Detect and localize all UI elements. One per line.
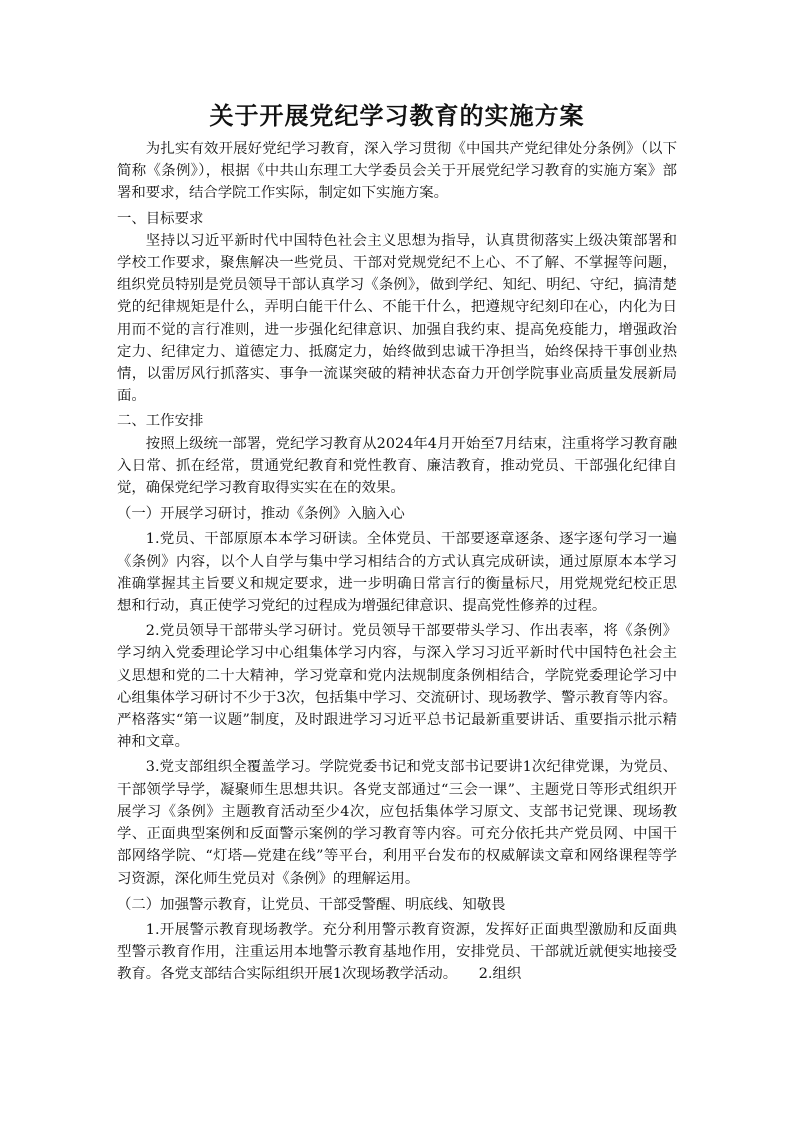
study-item-3: 3.党支部组织全覆盖学习。学院党委书记和党支部书记要讲1次纪律党课，为党员、干部领学导学，凝聚师生思想共识。各党支部通过“三会一课”、主题党日等形式组织开展学习《条例》主题教育活动至少4次，应包括集体学习原文、支部书记党课、现场教学、正面典型案例和反面警示案例的学习教育等内容。可充分依托共产党员网、中国干部网络学院、“灯塔—党建在线”等平台，利用平台发布的权威解读文章和网络课程等学习资源，深化师生党员对《条例》的理解运用。 <box>117 759 677 887</box>
study-item-2: 2.党员领导干部带头学习研讨。党员领导干部要带头学习、作出表率，将《条例》学习纳入党委理论学习中心组集体学习内容，与深入学习习近平新时代中国特色社会主义思想和党的二十大精神，学习党章和党内法规制度条例相结合，学院党委理论学习中心组集体学习研讨不少于3次，包括集中学习、交流研讨、现场教学、警示教育等内容。严格落实“第一议题”制度，及时跟进学习习近平总书记最新重要讲话、重要指示批示精神和文章。 <box>117 623 677 751</box>
arrangements-paragraph: 按照上级统一部署，党纪学习教育从2024年4月开始至7月结束，注重将学习教育融入日常、抓在经常，贯通党纪教育和党性教育、廉洁教育，推动党员、干部强化纪律自觉，确保党纪学习教育取得实实在在的效果。 <box>117 435 677 497</box>
study-item-1: 1.党员、干部原原本本学习研读。全体党员、干部要逐章逐条、逐字逐句学习一遍《条例》内容，以个人自学与集中学习相结合的方式认真完成研读，通过原原本本学习准确掌握其主旨要义和规定要求，进一步明确日常言行的衡量标尺，用党规党纪校正思想和行动，真正使学习党纪的过程成为增强纪律意识、提高党性修养的过程。 <box>117 531 677 615</box>
subsection-heading-study: （一）开展学习研讨，推动《条例》入脑入心 <box>117 506 405 523</box>
goals-paragraph: 坚持以习近平新时代中国特色社会主义思想为指导，认真贯彻落实上级决策部署和学校工作要求，聚焦解决一些党员、干部对党规党纪不上心、不了解、不掌握等问题，组织党员特别是党员领导干部认真学习《条例》，做到学纪、知纪、明纪、守纪，搞清楚党的纪律规矩是什么，弄明白能干什么、不能干什么，把遵规守纪刻印在心，内化为日用而不觉的言行准则，进一步强化纪律意识、加强自我约束、提高免疫能力，增强政治定力、纪律定力、道德定力、抵腐定力，始终做到忠诚干净担当，始终保持干事创业热情，以雷厉风行抓落实、事争一流谋突破的精神状态奋力开创学院事业高质量发展新局面。 <box>117 232 677 405</box>
section-heading-arrangements: 二、工作安排 <box>117 413 204 430</box>
subsection-heading-warning: （二）加强警示教育，让党员、干部受警醒、明底线、知敬畏 <box>117 896 506 913</box>
warning-item-1: 1.开展警示教育现场教学。充分利用警示教育资源，发挥好正面典型激励和反面典型警示教育作用，注重运用本地警示教育基地作用，安排党员、干部就近就便实地接受教育。各党支部结合实际组织开展1次现场教学活动。 2.组织 <box>117 921 677 983</box>
document-title: 关于开展党纪学习教育的实施方案 <box>209 102 585 130</box>
intro-paragraph: 为扎实有效开展好党纪学习教育，深入学习贯彻《中国共产党纪律处分条例》（以下简称《条例》），根据《中共山东理工大学委员会关于开展党纪学习教育的实施方案》部署和要求，结合学院工作实际，制定如下实施方案。 <box>117 141 677 202</box>
document-page <box>117 96 677 986</box>
section-heading-goals: 一、目标要求 <box>117 210 204 227</box>
